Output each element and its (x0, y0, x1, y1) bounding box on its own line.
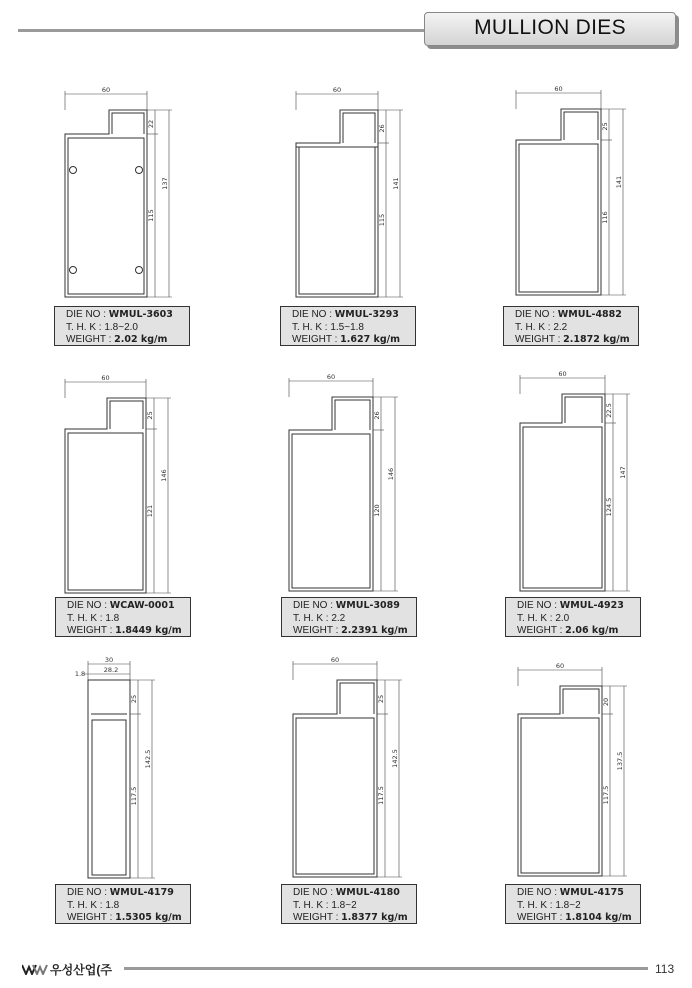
spec-value-die-number: WCAW-0001 (109, 600, 175, 611)
spec-value-thickness: 1.5~1.8 (330, 321, 364, 333)
profile-chamber (68, 433, 143, 590)
profile-outline (65, 398, 146, 593)
spec-row-thickness (66, 322, 189, 335)
spec-label-thickness: T. H. K : (293, 612, 329, 624)
spec-value-thickness: 1.8~2 (331, 899, 357, 911)
dim-wall-label: 1.8 (74, 670, 86, 678)
spec-label-die-number: DIE NO : (67, 600, 108, 611)
spec-row-thickness (292, 322, 415, 335)
spec-value-thickness: 1.8 (105, 612, 120, 624)
dim-inner-label: 117.5 (130, 786, 138, 806)
spec-label-thickness: T. H. K : (67, 899, 103, 911)
dim-top-label: 20 (602, 697, 610, 707)
spec-value-die-number: WMUL-3089 (335, 600, 400, 611)
spec-label-thickness: T. H. K : (517, 612, 553, 624)
spec-value-thickness: 2.2 (331, 612, 346, 624)
spec-label-weight: WEIGHT : (67, 625, 113, 636)
profile-chamber (521, 718, 599, 873)
spec-value-thickness: 1.8~2 (555, 899, 581, 911)
spec-row-die-number (292, 309, 415, 322)
dim-total-label: 141 (392, 177, 400, 190)
dim-total-label: 137 (161, 177, 169, 190)
spec-value-weight: 1.8104 kg/m (565, 912, 632, 923)
spec-label-die-number: DIE NO : (515, 309, 556, 320)
dim-width-label: 60 (101, 86, 111, 94)
spec-row-thickness (293, 900, 416, 913)
spec-row-weight (292, 334, 415, 347)
dim-top-label: 26 (373, 411, 381, 420)
spec-label-thickness: T. H. K : (517, 899, 553, 911)
dim-total-label: 141 (615, 175, 623, 189)
spec-row-die-number (517, 887, 640, 900)
spec-value-die-number: WMUL-4180 (335, 887, 400, 898)
spec-value-thickness: 1.8 (105, 899, 120, 911)
spec-value-die-number: WMUL-3293 (334, 309, 399, 320)
spec-row-die-number (515, 309, 638, 322)
dim-top-label: 26 (378, 124, 386, 133)
spec-row-thickness (67, 613, 190, 626)
spec-value-weight: 2.06 kg/m (565, 625, 619, 636)
spec-label-thickness: T. H. K : (66, 321, 102, 333)
profile-outline (520, 394, 605, 591)
dim-total-label: 146 (160, 469, 168, 482)
spec-row-weight (515, 334, 638, 347)
spec-value-weight: 2.02 kg/m (114, 334, 168, 345)
die-spec-box (281, 884, 417, 924)
profile-drawing (277, 367, 407, 597)
spec-value-die-number: WMUL-4923 (559, 600, 624, 611)
dim-total-label: 142.5 (391, 749, 399, 768)
spec-value-weight: 2.2391 kg/m (341, 625, 408, 636)
spec-value-weight: 1.5305 kg/m (115, 912, 182, 923)
spec-row-thickness (293, 613, 416, 626)
dim-inner-label: 120 (373, 504, 381, 517)
spec-label-weight: WEIGHT : (292, 334, 338, 345)
spec-value-weight: 1.8449 kg/m (115, 625, 182, 636)
spec-row-weight (67, 912, 190, 925)
spec-value-thickness: 2.2 (553, 321, 568, 333)
spec-row-thickness (515, 322, 638, 335)
dim-width-label: 60 (555, 662, 565, 670)
profile-chamber (523, 427, 602, 588)
spec-row-thickness (517, 900, 640, 913)
header-rule (18, 29, 438, 32)
dim-inner-label: 116 (601, 211, 609, 224)
profile-drawing (53, 368, 183, 598)
die-spec-box (505, 597, 641, 637)
dim-inner-label: 121 (146, 504, 154, 518)
spec-row-thickness (67, 900, 190, 913)
dim-top-label: 22.5 (605, 403, 613, 418)
spec-row-thickness (517, 613, 640, 626)
spec-row-die-number (293, 600, 416, 613)
profile-chamber (519, 144, 598, 292)
spec-label-thickness: T. H. K : (293, 899, 329, 911)
dim-top-label: 25 (377, 694, 385, 704)
profile-outline (289, 397, 373, 591)
profile-outline (296, 110, 378, 297)
spec-row-weight (517, 912, 640, 925)
title-banner (424, 12, 676, 46)
spec-label-die-number: DIE NO : (293, 887, 334, 898)
die-spec-box (281, 597, 417, 637)
dim-width-label: 60 (558, 370, 567, 378)
spec-value-weight: 1.627 kg/m (340, 334, 400, 345)
profile-chamber (299, 147, 375, 294)
spec-label-thickness: T. H. K : (292, 321, 328, 333)
spec-label-die-number: DIE NO : (517, 887, 558, 898)
profile-drawing (506, 656, 636, 886)
page-number: 113 (655, 962, 675, 976)
spec-label-thickness: T. H. K : (515, 321, 551, 333)
screw-port (136, 167, 143, 174)
profile-chamber (296, 718, 374, 874)
dim-inner-label: 124.5 (605, 497, 613, 517)
screw-port (136, 267, 143, 274)
spec-label-weight: WEIGHT : (67, 912, 113, 923)
spec-value-die-number: WMUL-4175 (559, 887, 624, 898)
dim-total-label: 137.5 (616, 751, 624, 771)
dim-width-label: 60 (101, 374, 110, 382)
die-spec-box (503, 306, 639, 346)
profile-outline (516, 109, 601, 295)
profile-drawing (76, 650, 206, 880)
dim-width-label: 60 (326, 373, 336, 381)
profile-chamber (292, 434, 370, 588)
screw-port (70, 267, 77, 274)
dim-inner-label: 115 (378, 213, 386, 227)
die-spec-box (505, 884, 641, 924)
spec-label-die-number: DIE NO : (66, 309, 107, 320)
spec-label-weight: WEIGHT : (66, 334, 112, 345)
die-spec-box (54, 306, 190, 346)
dim-inner-width-label: 28.2 (103, 666, 119, 674)
profile-drawing (508, 364, 638, 594)
spec-label-weight: WEIGHT : (517, 912, 563, 923)
profile-drawing (504, 79, 634, 309)
spec-row-weight (293, 912, 416, 925)
profile-drawing (53, 80, 183, 310)
spec-value-die-number: WMUL-4882 (557, 309, 622, 320)
dim-top-label: 22 (147, 119, 155, 129)
dim-inner-label: 117.5 (377, 786, 385, 805)
page-title: MULLION DIES (474, 16, 626, 39)
spec-label-weight: WEIGHT : (517, 625, 563, 636)
profile-drawing (281, 650, 411, 880)
dim-total-label: 142.5 (144, 749, 152, 769)
dim-inner-label: 115 (147, 209, 155, 222)
spec-value-thickness: 1.8~2.0 (104, 321, 138, 333)
spec-row-die-number (517, 600, 640, 613)
dim-top-label: 25 (146, 411, 154, 420)
dim-top-label: 25 (601, 122, 609, 131)
dim-width-label: 60 (330, 656, 340, 664)
spec-row-weight (293, 625, 416, 638)
die-spec-box (55, 884, 191, 924)
spec-value-die-number: WMUL-3603 (108, 309, 173, 320)
spec-label-thickness: T. H. K : (67, 612, 103, 624)
spec-row-die-number (67, 600, 190, 613)
dim-total-label: 146 (387, 467, 395, 481)
spec-row-die-number (67, 887, 190, 900)
spec-label-weight: WEIGHT : (293, 912, 339, 923)
dim-width-label: 60 (554, 85, 563, 93)
spec-value-thickness: 2.0 (555, 612, 570, 624)
dim-inner-label: 117.5 (602, 785, 610, 805)
dim-total-label: 147 (619, 466, 627, 479)
profile-outline (293, 680, 377, 877)
spec-row-die-number (293, 887, 416, 900)
footer-rule (124, 967, 648, 970)
spec-label-die-number: DIE NO : (293, 600, 334, 611)
screw-port (70, 167, 77, 174)
spec-row-die-number (66, 309, 189, 322)
dim-top-label: 25 (130, 694, 138, 704)
spec-label-die-number: DIE NO : (67, 887, 108, 898)
spec-value-weight: 1.8377 kg/m (341, 912, 408, 923)
spec-value-die-number: WMUL-4179 (109, 887, 174, 898)
dim-width-label: 30 (104, 656, 114, 664)
company-mark-icon (22, 963, 48, 975)
dim-width-label: 60 (332, 86, 342, 94)
profile-chamber (68, 138, 144, 294)
profile-outline (88, 680, 130, 878)
profile-outline (518, 686, 602, 876)
spec-label-die-number: DIE NO : (517, 600, 558, 611)
company-name: 우성산업(주 (50, 963, 112, 977)
die-spec-box (280, 306, 416, 346)
spec-label-weight: WEIGHT : (515, 334, 561, 345)
profile-drawing (284, 80, 414, 310)
spec-row-weight (517, 625, 640, 638)
spec-label-weight: WEIGHT : (293, 625, 339, 636)
die-spec-box (55, 597, 191, 637)
company-logo (22, 961, 112, 978)
spec-row-weight (67, 625, 190, 638)
spec-label-die-number: DIE NO : (292, 309, 333, 320)
profile-chamber (92, 720, 126, 875)
spec-row-weight (66, 334, 189, 347)
spec-value-weight: 2.1872 kg/m (563, 334, 630, 345)
